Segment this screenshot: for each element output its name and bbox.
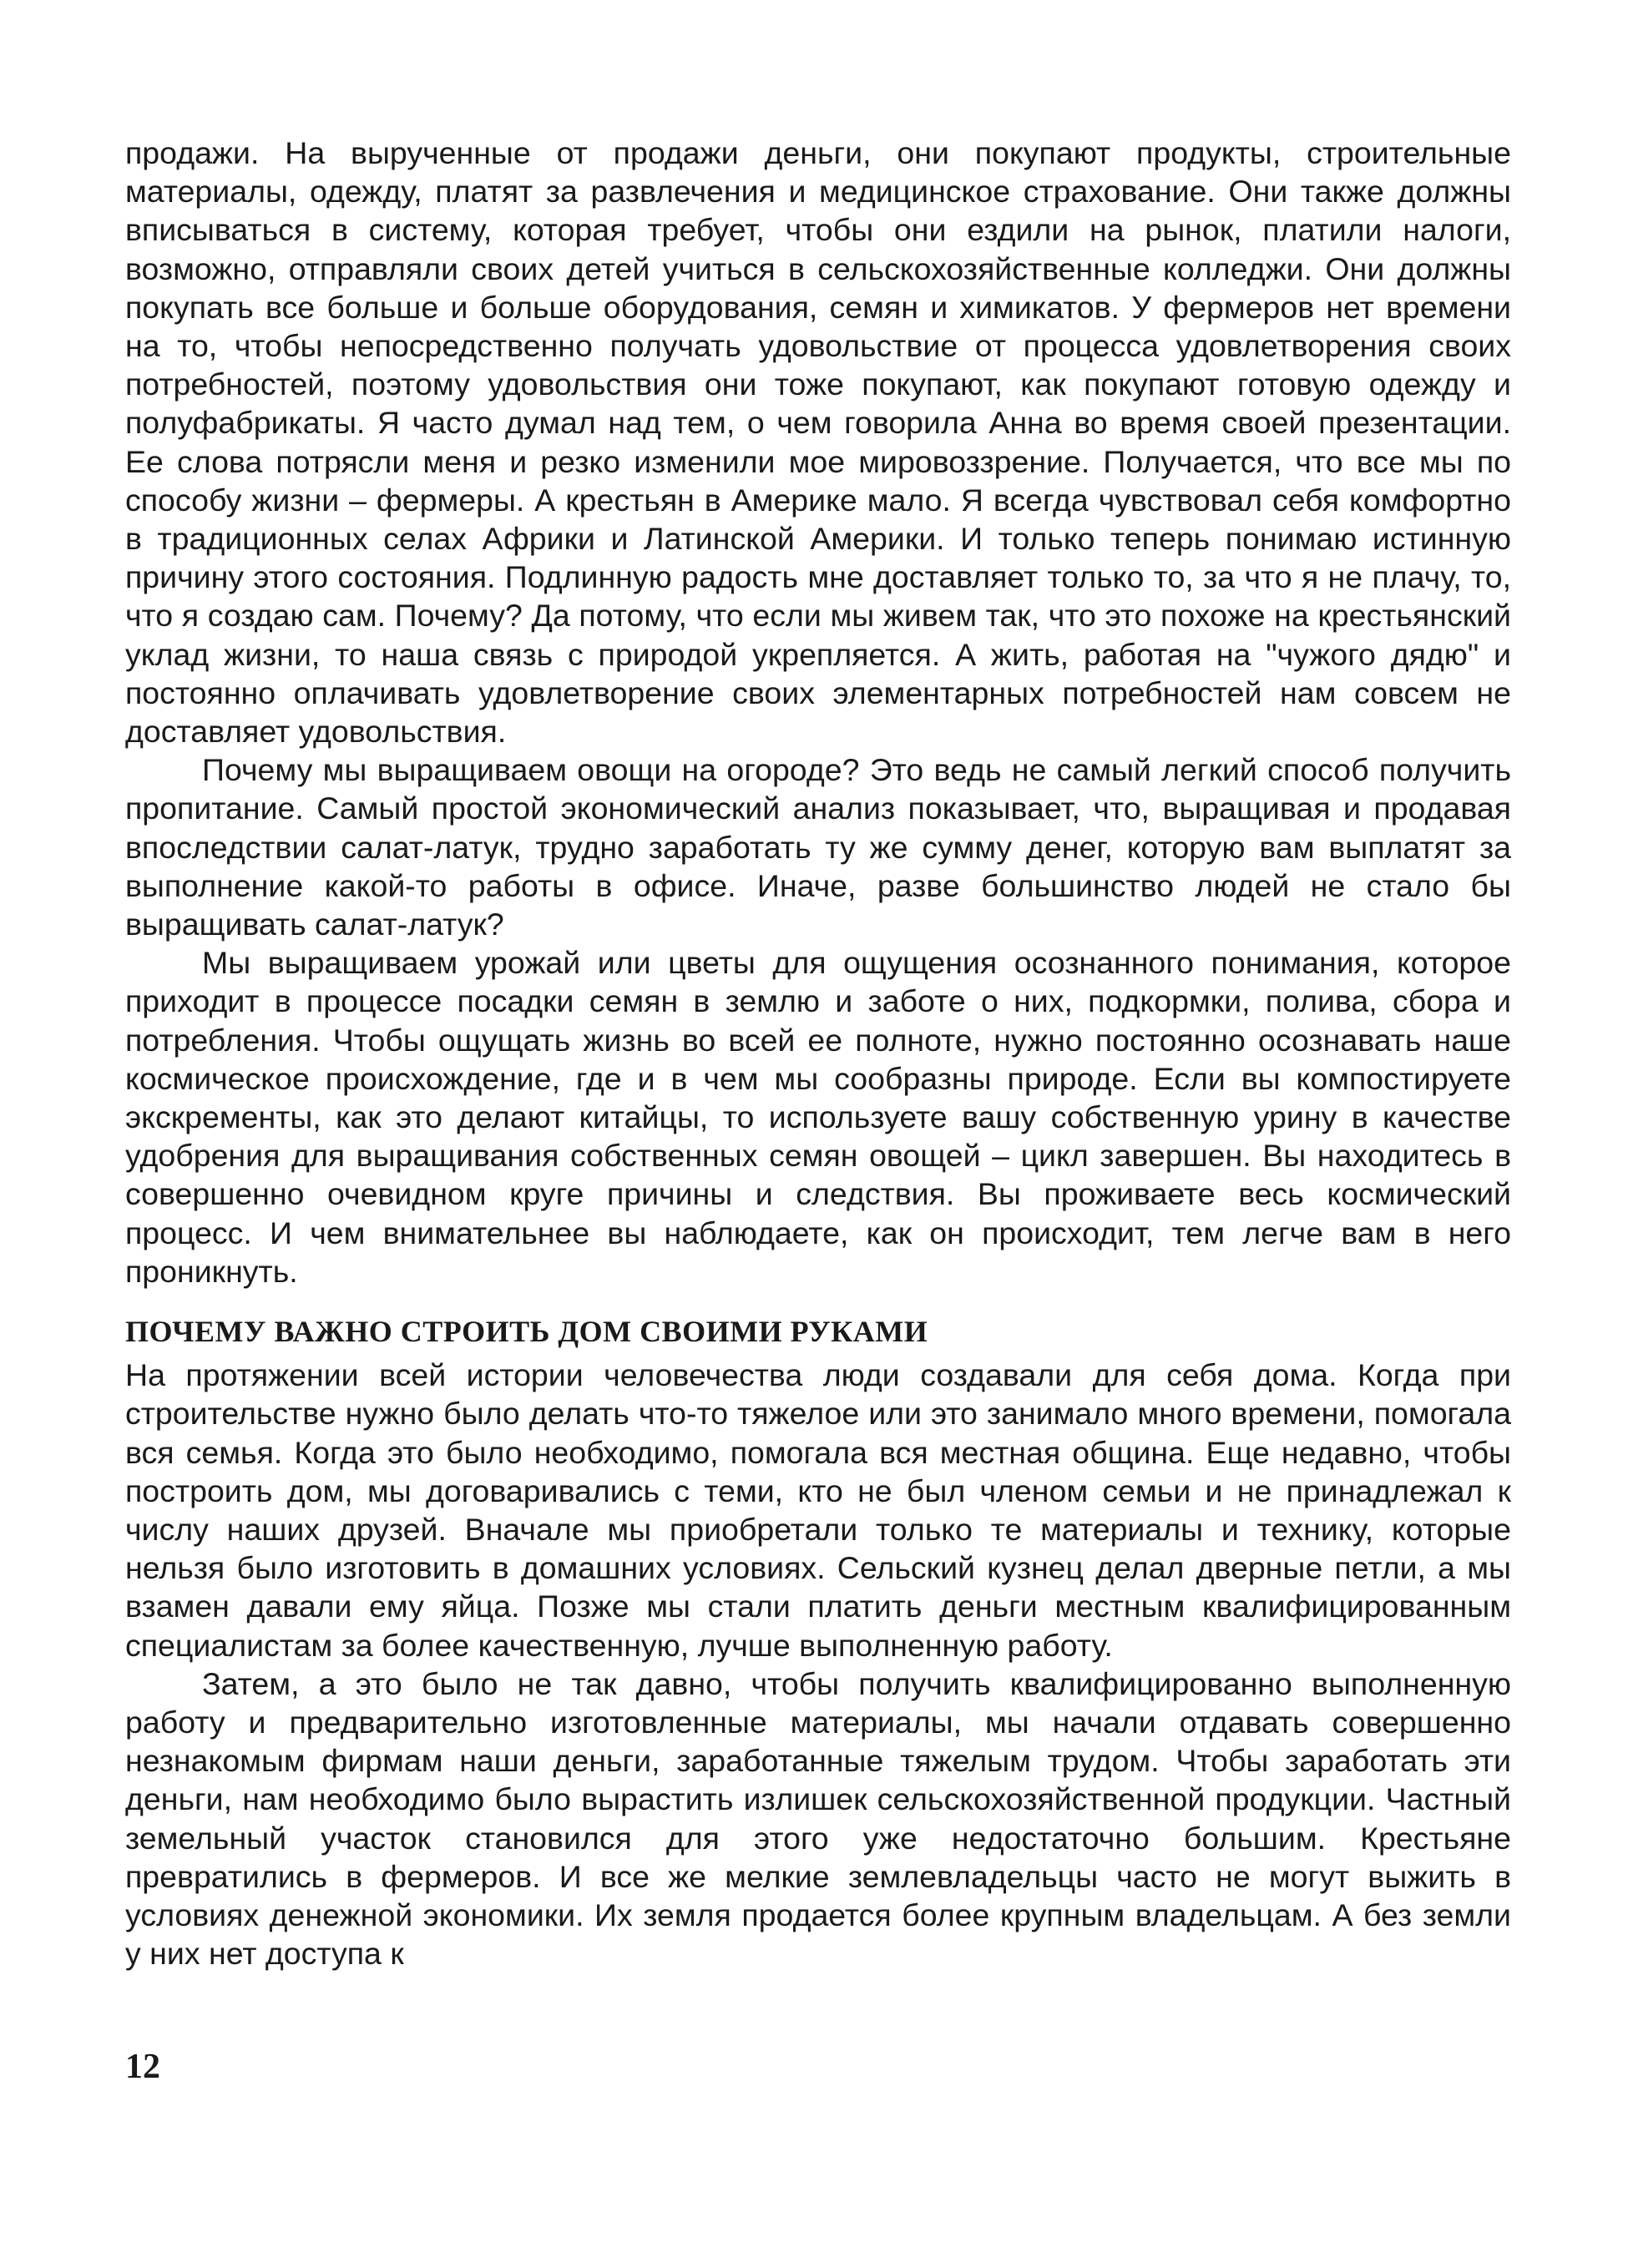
paragraph-3: Мы выращиваем урожай или цветы для ощущения осознанного понимания, которое приходит в процессе посадки семян в землю и заботе о них, подкормки, полива, сбора и потребления. Чтобы ощущать жизнь во всей ее полноте, нужно постоянно осознавать наше космическое происхождение, где и в чем мы сообразны природе. Если вы компостируете экскременты, как это делают китайцы, то используете вашу собственную урину в качестве удобрения для выращивания собственных семян овощей – цикл завершен. Вы находитесь в совершенно очевидном круге причины и следствия. Вы проживаете весь космический процесс. И чем внимательнее вы наблюдаете, как он происходит, тем легче вам в него проникнуть. <box>125 945 1511 1289</box>
paragraph-4: На протяжении всей истории человечества люди создавали для себя дома. Когда при строительстве нужно было делать что-то тяжелое или это занимало много времени, помогала вся семья. Когда это было необходимо, помогала вся местная община. Еще недавно, чтобы построить дом, мы договаривались с теми, кто не был членом семьи и не принадлежал к числу наших друзей. Вначале мы приобретали только те материалы и технику, которые нельзя было изготовить в домашних условиях. Сельский кузнец делал дверные петли, а мы взамен давали ему яйца. Позже мы стали платить деньги местным квалифицированным специалистам за более качественную, лучше выполненную работу. <box>125 1357 1511 1663</box>
paragraph-1: продажи. На вырученные от продажи деньги, они покупают продукты, строительные материалы, одежду, платят за развлечения и медицинское страхование. Они также должны вписываться в систему, которая требует, чтобы они ездили на рынок, платили налоги, возможно, отправляли своих детей учиться в сельскохозяйственные колледжи. Они должны покупать все больше и больше оборудования, семян и химикатов. У фермеров нет времени на то, чтобы непосредственно получать удовольствие от процесса удовлетворения своих потребностей, поэтому удовольствия они тоже покупают, как покупают готовую одежду и полуфабрикаты. Я часто думал над тем, о чем говорила Анна во время своей презентации. Ее слова потрясли меня и резко изменили мое мировоззрение. Получается, что все мы по способу жизни – фермеры. А крестьян в Америке мало. Я всегда чувствовал себя комфортно в традиционных селах Африки и Латинской Америки. И только теперь понимаю истинную причину этого состояния. Подлинную радость мне доставляет только то, за что я не плачу, то, что я создаю сам. Почему? Да потому, что если мы живем так, что это похоже на крестьянский уклад жизни, то наша связь с природой укрепляется. А жить, работая на "чужого дядю" и постоянно оплачивать удовлетворение своих элементарных потребностей нам совсем не доставляет удовольствия. <box>125 135 1511 750</box>
paragraph-5: Затем, а это было не так давно, чтобы получить квалифицированно выполненную работу и предварительно изготовленные материалы, мы начали отдавать совершенно незнакомым фирмам наши деньги, заработанные тяжелым трудом. Чтобы заработать эти деньги, нам необходимо было вырастить излишек сельскохозяйственной продукции. Частный земельный участок становился для этого уже недостаточно большим. Крестьяне превратились в фермеров. И все же мелкие землевладельцы часто не могут выжить в условиях денежной экономики. Их земля продается более крупным владельцам. А без земли у них нет доступа к <box>125 1665 1511 1972</box>
page-number: 12 <box>125 2048 160 2086</box>
paragraph-2: Почему мы выращиваем овощи на огороде? Это ведь не самый легкий способ получить пропитание. Самый простой экономический анализ показывает, что, выращивая и продавая впоследствии салат-латук, трудно заработать ту же сумму денег, которую вам выплатят за выполнение какой-то работы в офисе. Иначе, разве большинство людей не стало бы выращивать салат-латук? <box>125 752 1511 942</box>
section-heading: ПОЧЕМУ ВАЖНО СТРОИТЬ ДОМ СВОИМИ РУКАМИ <box>125 1315 928 1349</box>
page-content <box>125 134 1511 1973</box>
